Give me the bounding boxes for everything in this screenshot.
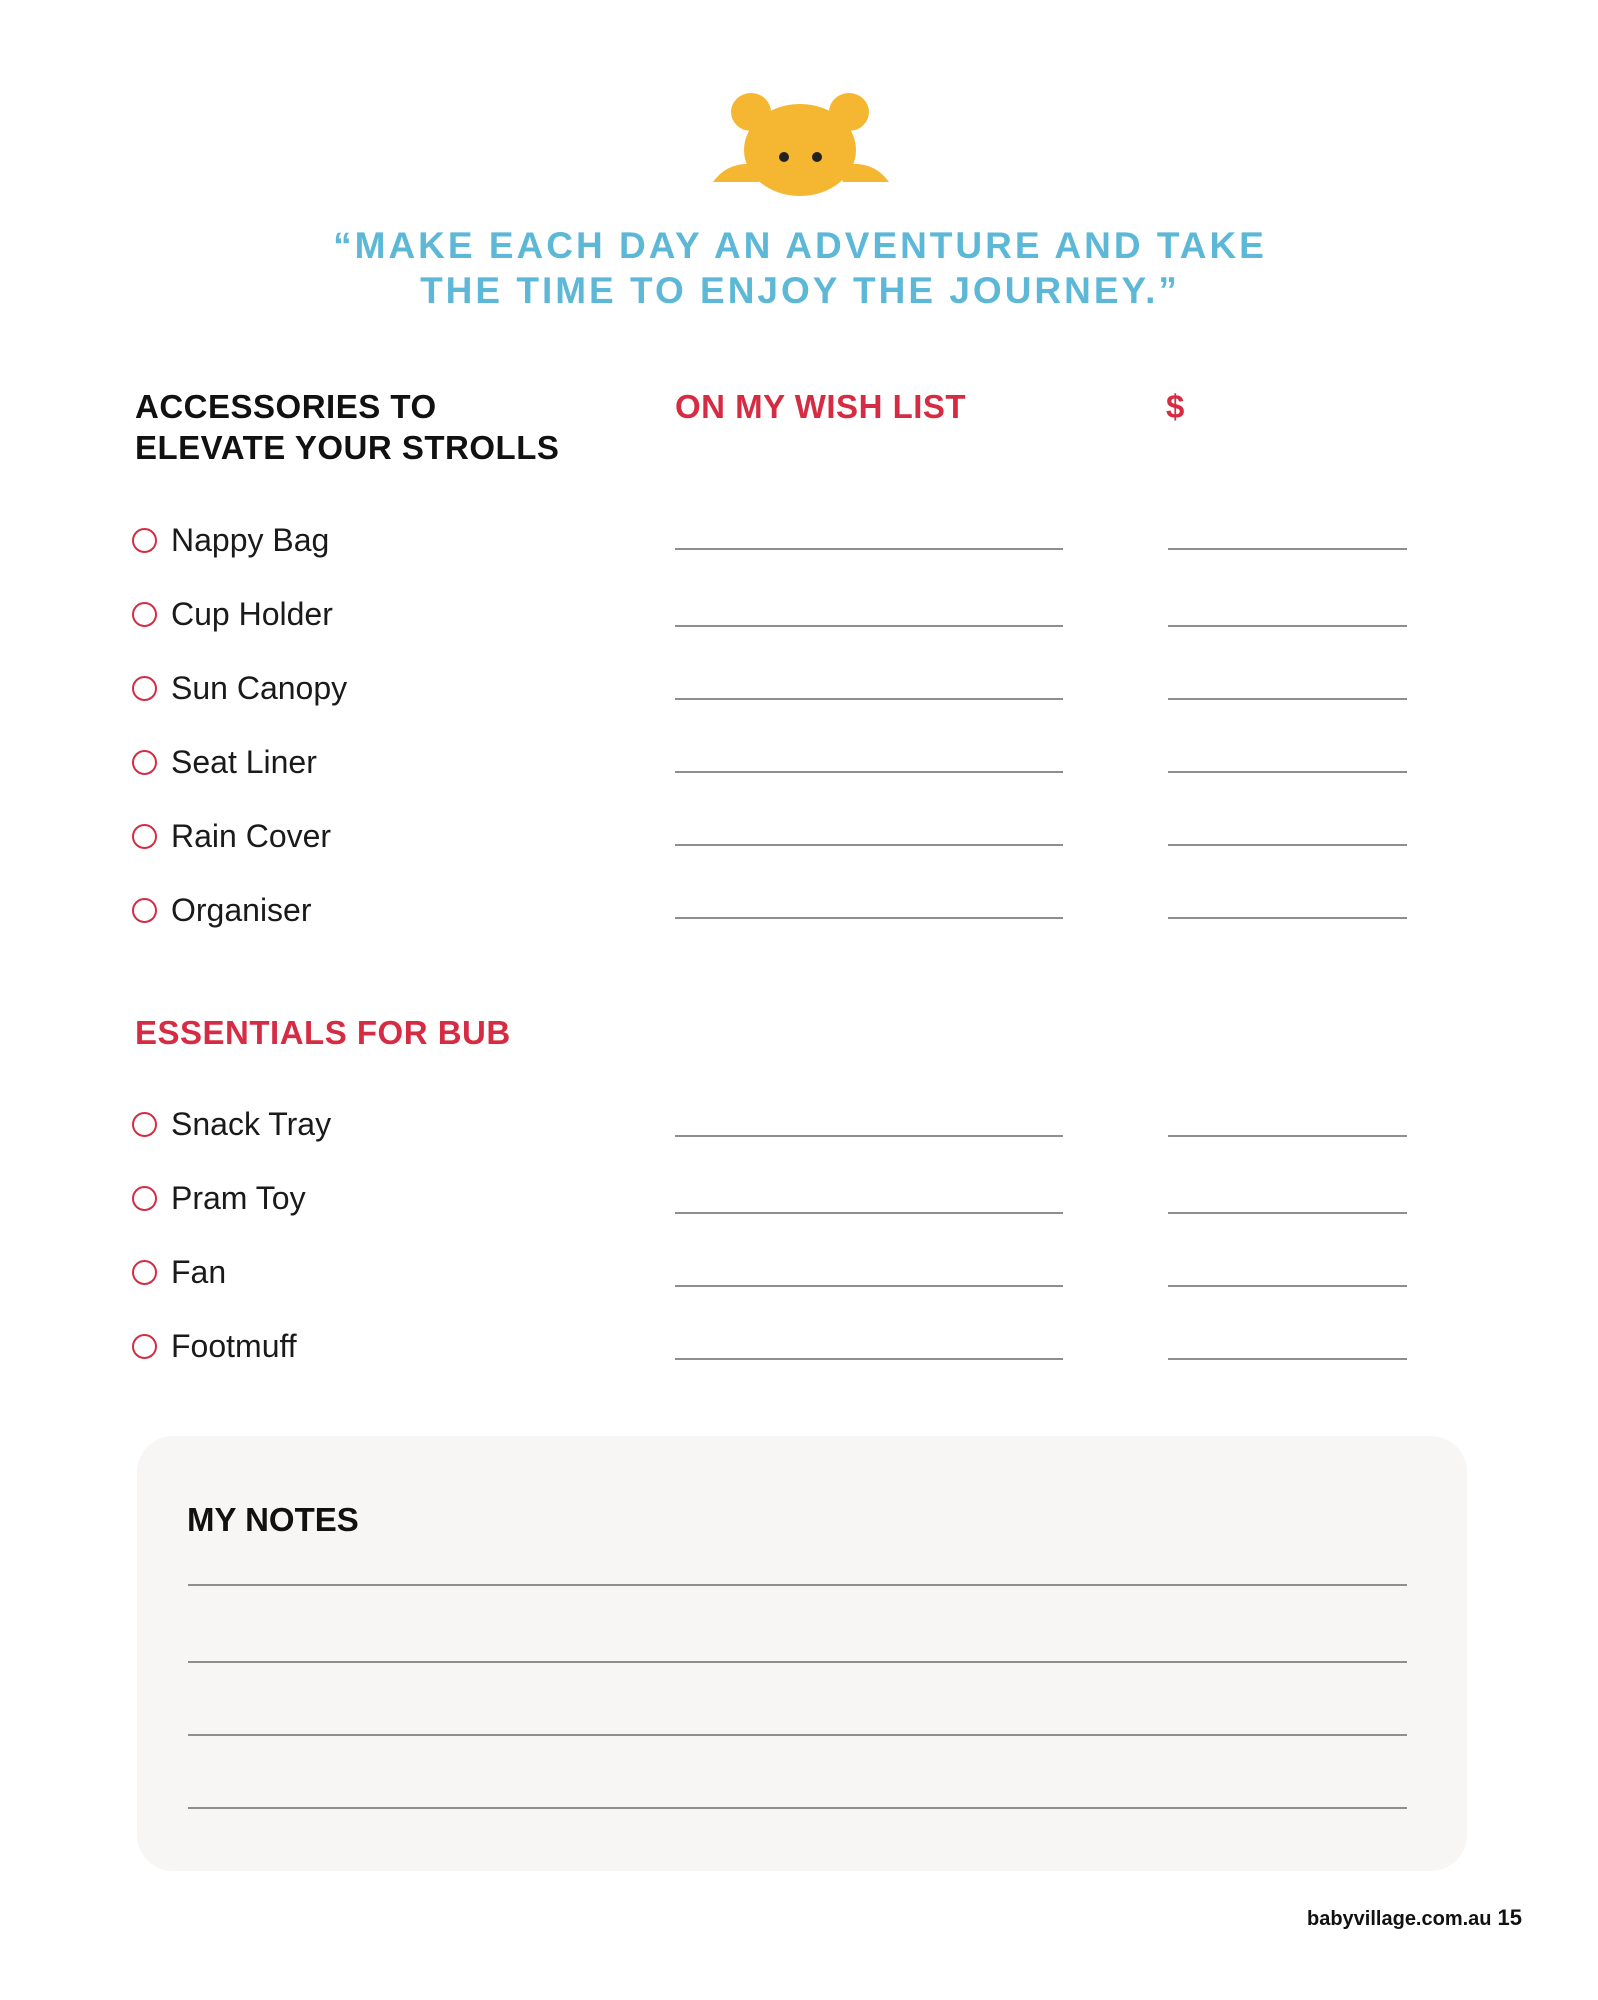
wishlist-line[interactable] xyxy=(675,625,1063,627)
checklist-item-footmuff[interactable] xyxy=(132,1326,297,1366)
price-line[interactable] xyxy=(1168,625,1407,627)
wishlist-line[interactable] xyxy=(675,844,1063,846)
checklist-item-snack-tray[interactable] xyxy=(132,1104,331,1144)
price-line[interactable] xyxy=(1168,1135,1407,1137)
price-line[interactable] xyxy=(1168,548,1407,550)
price-line[interactable] xyxy=(1168,1212,1407,1214)
item-label: Nappy Bag xyxy=(171,521,330,558)
price-line[interactable] xyxy=(1168,698,1407,700)
checklist-item-pram-toy[interactable] xyxy=(132,1178,306,1218)
checklist-item-rain-cover[interactable] xyxy=(132,816,331,856)
quote-line-1: “MAKE EACH DAY AN ADVENTURE AND TAKE xyxy=(333,225,1267,266)
section-heading-accessories xyxy=(135,386,559,468)
wishlist-line[interactable] xyxy=(675,1358,1063,1360)
radio-circle-icon[interactable] xyxy=(132,898,157,923)
item-label: Rain Cover xyxy=(171,817,332,854)
wishlist-line[interactable] xyxy=(675,548,1063,550)
price-line[interactable] xyxy=(1168,1285,1407,1287)
quote-line-2: THE TIME TO ENJOY THE JOURNEY.” xyxy=(420,270,1180,311)
notes-line[interactable] xyxy=(188,1734,1407,1736)
checklist-item-seat-liner[interactable] xyxy=(132,742,317,782)
price-line[interactable] xyxy=(1168,771,1407,773)
checklist-item-cup-holder[interactable] xyxy=(132,594,333,634)
price-column-heading: $ xyxy=(1166,388,1185,425)
price-line[interactable] xyxy=(1168,1358,1407,1360)
section-heading-line-1: ACCESSORIES TO xyxy=(135,388,437,425)
wishlist-line[interactable] xyxy=(675,1212,1063,1214)
radio-circle-icon[interactable] xyxy=(132,824,157,849)
page-number: 15 xyxy=(1497,1905,1522,1930)
checklist-item-sun-canopy[interactable] xyxy=(132,668,347,708)
radio-circle-icon[interactable] xyxy=(132,676,157,701)
notes-line[interactable] xyxy=(188,1584,1407,1586)
wishlist-column-heading: ON MY WISH LIST xyxy=(675,388,967,425)
checklist-item-nappy-bag[interactable] xyxy=(132,520,329,560)
item-label: Footmuff xyxy=(171,1327,297,1364)
notes-title: MY NOTES xyxy=(187,1501,359,1538)
page-footer xyxy=(1307,1905,1522,1931)
item-label: Organiser xyxy=(171,891,312,928)
checklist-item-fan[interactable] xyxy=(132,1252,226,1292)
price-line[interactable] xyxy=(1168,844,1407,846)
item-label: Sun Canopy xyxy=(171,669,348,706)
wishlist-line[interactable] xyxy=(675,1285,1063,1287)
radio-circle-icon[interactable] xyxy=(132,528,157,553)
wishlist-line[interactable] xyxy=(675,698,1063,700)
radio-circle-icon[interactable] xyxy=(132,1186,157,1211)
wishlist-line[interactable] xyxy=(675,771,1063,773)
radio-circle-icon[interactable] xyxy=(132,1260,157,1285)
notes-line[interactable] xyxy=(188,1661,1407,1663)
wishlist-line[interactable] xyxy=(675,1135,1063,1137)
item-label: Cup Holder xyxy=(171,595,333,632)
item-label: Fan xyxy=(171,1253,227,1290)
notes-line[interactable] xyxy=(188,1807,1407,1809)
radio-circle-icon[interactable] xyxy=(132,1112,157,1137)
bear-mascot-icon xyxy=(713,90,889,198)
essentials-heading: ESSENTIALS FOR BUB xyxy=(135,1014,511,1051)
checklist-item-organiser[interactable] xyxy=(132,890,312,930)
price-line[interactable] xyxy=(1168,917,1407,919)
item-label: Seat Liner xyxy=(171,743,317,780)
item-label: Pram Toy xyxy=(171,1179,306,1216)
radio-circle-icon[interactable] xyxy=(132,602,157,627)
section-heading-line-2: ELEVATE YOUR STROLLS xyxy=(135,429,560,466)
item-label: Snack Tray xyxy=(171,1105,332,1142)
radio-circle-icon[interactable] xyxy=(132,1334,157,1359)
wishlist-line[interactable] xyxy=(675,917,1063,919)
footer-site: babyvillage.com.au xyxy=(1307,1908,1492,1930)
radio-circle-icon[interactable] xyxy=(132,750,157,775)
